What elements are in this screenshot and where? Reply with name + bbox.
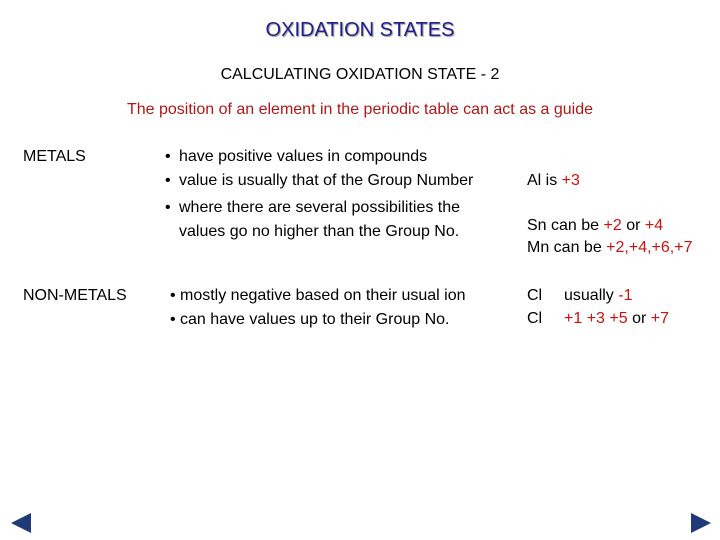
al-value: +3 — [561, 172, 580, 189]
slide-title: OXIDATION STATES — [265, 19, 455, 41]
cl-values: +1 +3 +5 — [564, 310, 628, 327]
cl-example-1: usually -1 — [564, 287, 633, 304]
cl-value-max: +7 — [650, 310, 669, 327]
cl-symbol-2: Cl — [527, 310, 543, 327]
metals-bullet-list-1 — [165, 145, 473, 193]
bullet-icon: • — [165, 199, 171, 216]
triangle-right-icon[interactable] — [691, 513, 711, 533]
list-item: • can have values up to their Group No. — [170, 308, 466, 332]
cl-value-1: -1 — [618, 287, 633, 304]
bullet-icon: • — [165, 148, 171, 165]
guide-text: The position of an element in the periodic table can act as a guide — [126, 101, 594, 118]
bullet-icon: • — [170, 287, 176, 304]
mn-value: +2,+4,+6,+7 — [606, 239, 693, 256]
sn-value-2: +4 — [644, 217, 664, 234]
bullet-icon: • — [165, 172, 171, 189]
bullet-icon: • — [170, 311, 176, 328]
list-item: • where there are several possibilities the — [165, 196, 460, 220]
list-item-continuation: values go no higher than the Group No. — [179, 223, 460, 240]
nonmetals-label: NON-METALS — [23, 287, 127, 304]
triangle-left-icon[interactable] — [11, 513, 31, 533]
list-item: • value is usually that of the Group Number — [165, 169, 473, 193]
nonmetals-bullet-list — [170, 284, 466, 332]
list-item: • mostly negative based on their usual ion — [170, 284, 466, 308]
sn-value-1: +2 — [603, 217, 622, 234]
metals-label: METALS — [23, 148, 86, 165]
sn-example: Sn can be +2 or +4 — [527, 217, 664, 234]
metals-bullet-list-2 — [165, 196, 460, 244]
list-item: • have positive values in compounds — [165, 145, 473, 169]
al-example: Al is +3 — [527, 172, 580, 189]
cl-example-2: +1 +3 +5 or +7 — [564, 310, 669, 327]
cl-symbol-1: Cl — [527, 287, 543, 304]
mn-example: Mn can be +2,+4,+6,+7 — [527, 239, 693, 256]
slide-subtitle: CALCULATING OXIDATION STATE - 2 — [220, 66, 500, 83]
